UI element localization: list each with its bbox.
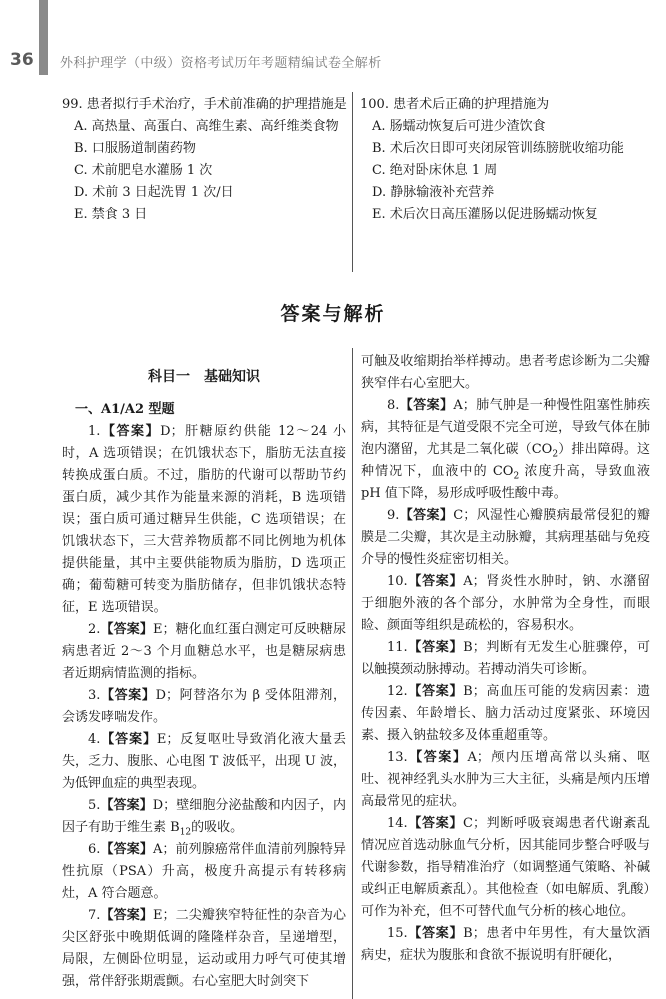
- answer-7-continued: 可触及收缩期抬举样搏动。患者考虑诊断为二尖瓣狭窄伴右心室肥大。: [361, 354, 650, 391]
- option-e: E. 术后次日高压灌肠以促进肠蠕动恢复: [372, 207, 598, 222]
- option-b: B. 口服肠道制菌药物: [74, 141, 196, 156]
- answer-10: 10.【答案】A；肾炎性水肿时，钠、水潴留于细胞外液的各个部分，水肿常为全身性，而眼睑、颜面等组织是疏松的，容易积水。: [361, 574, 650, 633]
- answer-15: 15.【答案】B；患者中年男性，有大量饮酒病史，症状为腹胀和食欲不振说明有肝硬化，: [361, 926, 650, 963]
- subject-title: 科目一 基础知识: [148, 369, 260, 385]
- header-bar: [39, 0, 48, 75]
- column-divider: [352, 348, 353, 999]
- answers-left-column: [62, 347, 346, 993]
- question-stem: 100. 患者术后正确的护理措施为: [360, 97, 550, 112]
- answer-9: 9.【答案】C；风湿性心瓣膜病最常侵犯的瓣膜是二尖瓣，其次是主动脉瓣，其病理基础与免疫介导的慢性炎症密切相关。: [361, 508, 650, 567]
- option-d: D. 静脉输液补充营养: [372, 185, 495, 200]
- page-header: [0, 0, 666, 80]
- section-title: 答案与解析: [280, 303, 386, 325]
- answers-right-column: [361, 351, 650, 967]
- page-number: 36: [10, 50, 34, 70]
- option-c: C. 绝对卧床休息 1 周: [372, 163, 498, 178]
- question-100: [360, 94, 650, 226]
- answer-5: 5.【答案】D；壁细胞分泌盐酸和内因子，内因子有助于维生素 $B_{12}$的吸收。: [62, 798, 346, 838]
- answer-3: 3.【答案】D；阿替洛尔为 β 受体阻滞剂，会诱发哮喘发作。: [62, 688, 346, 725]
- option-c: C. 术前肥皂水灌肠 1 次: [74, 163, 213, 178]
- question-stem: 99. 患者拟行手术治疗，手术前准确的护理措施是: [62, 97, 347, 112]
- answer-2: 2.【答案】E；糖化血红蛋白测定可反映糖尿病患者近 2～3 个月血糖总水平，也是糖尿病患者近期病情监测的指标。: [62, 622, 346, 681]
- part-title: 一、A1/A2 型题: [75, 402, 175, 417]
- answer-6: 6.【答案】A；前列腺癌常伴血清前列腺特异性抗原（PSA）升高，极度升高提示有转移病灶，A 符合题意。: [62, 842, 346, 901]
- option-a: A. 肠蠕动恢复后可进少渣饮食: [372, 119, 546, 134]
- book-title: 外科护理学（中级）资格考试历年考题精编试卷全解析: [60, 56, 382, 71]
- column-divider: [352, 92, 353, 272]
- answer-8: 8.【答案】A；肺气肿是一种慢性阻塞性肺疾病，其特征是气道受限不完全可逆，导致气体在肺泡内潴留，尤其是二氧化碳$(CO_2)$排出障碍。这种情况下，血液中的 $CO_2$ 浓度升高，导致血液 pH 值下降，易形成呼吸性酸中毒。: [361, 398, 650, 501]
- option-e: E. 禁食 3 日: [74, 207, 148, 222]
- option-d: D. 术前 3 日起洗胃 1 次/日: [74, 185, 234, 200]
- option-b: B. 术后次日即可夹闭尿管训练膀胱收缩功能: [372, 141, 624, 156]
- answer-7: 7.【答案】E；二尖瓣狭窄特征性的杂音为心尖区舒张中晚期低调的隆隆样杂音，呈递增型，局限，左侧卧位明显，运动或用力呼气可使其增强，常伴舒张期震颤。右心室肥大时剑突下: [62, 908, 346, 989]
- option-a: A. 高热量、高蛋白、高维生素、高纤维类食物: [74, 119, 339, 134]
- answer-12: 12.【答案】B；高血压可能的发病因素：遗传因素、年龄增长、脑力活动过度紧张、环境因素、摄入钠盐较多及体重超重等。: [361, 684, 650, 743]
- question-99: [62, 94, 350, 226]
- answer-4: 4.【答案】E；反复呕吐导致消化液大量丢失，乏力、腹胀、心电图 T 波低平，出现 U 波，为低钾血症的典型表现。: [62, 732, 346, 791]
- answer-14: 14.【答案】C；判断呼吸衰竭患者代谢紊乱情况应首选动脉血气分析，因其能同步整合呼吸与代谢参数，指导精准治疗（如调整通气策略、补碱或纠正电解质紊乱）。其他检查（如电解质、乳酸）可作为补充，但不可替代血气分析的核心地位。: [361, 816, 650, 919]
- answer-11: 11.【答案】B；判断有无发生心脏骤停，可以触摸颈动脉搏动。若搏动消失可诊断。: [361, 640, 650, 677]
- answer-1: 1.【答案】D；肝糖原约供能 12～24 小时，A 选项错误；在饥饿状态下，脂肪无法直接转换成蛋白质。不过，脂肪的代谢可以帮助节约蛋白质，减少其作为能量来源的消耗，B 选项错误；蛋白质可通过糖异生供能，C 选项错误；在饥饿状态下，三大营养物质都不同比例地为机体提供能量，其中主要供能物质为脂肪，D 选项正确；葡萄糖可转变为脂肪储存，但非饥饿状态特征，E 选项错误。: [62, 424, 346, 615]
- answer-13: 13.【答案】A；颅内压增高常以头痛、呕吐、视神经乳头水肿为三大主征，头痛是颅内压增高最常见的症状。: [361, 750, 650, 809]
